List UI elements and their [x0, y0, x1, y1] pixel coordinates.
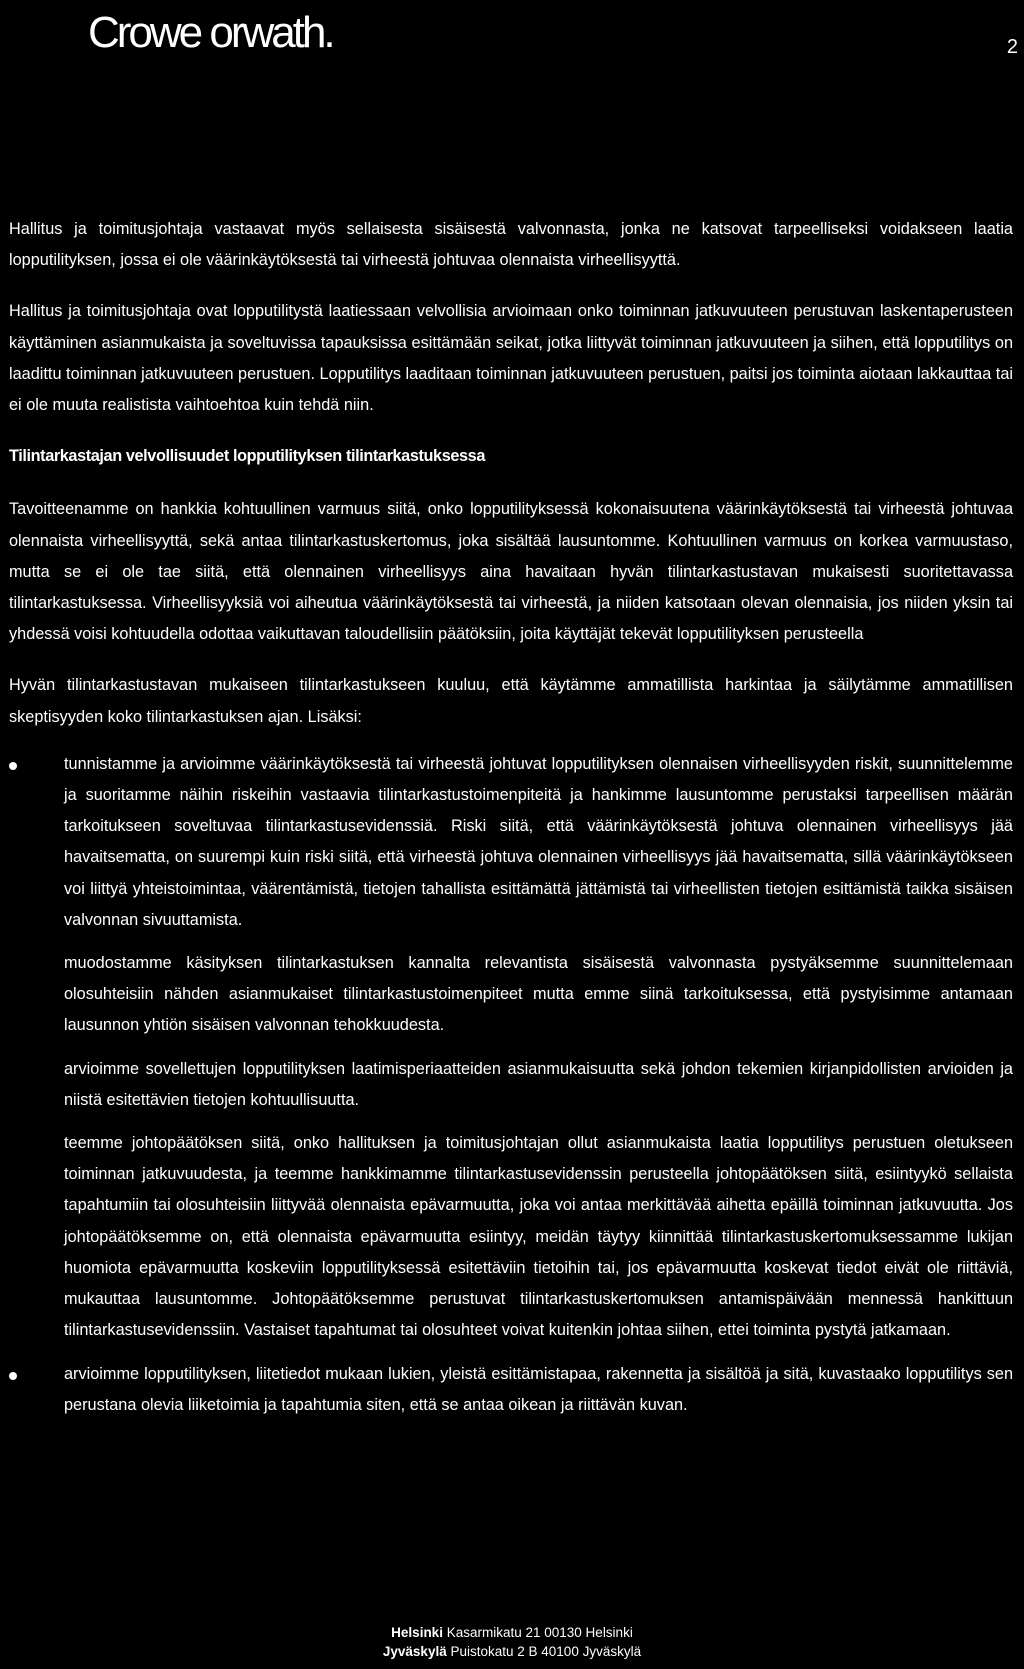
- document-body: [9, 214, 1013, 1421]
- list-item-text: teemme johtopäätöksen siitä, onko hallituksen ja toimitusjohtajan ollut asianmukaista laatia lopputilitys perustuen oletukseen toiminnan jatkuvuudesta, ja teemme hankkimamme tilintarkastusevidenssin perusteella johtopäätöksen siitä, esiintyykö sellaista tapahtumiin tai olosuhteisiin liittyvää olennaista epävarmuutta, joka voi antaa merkittävää aihetta epäillä toiminnan jatkuvuutta. Jos johtopäätöksemme on, että olennaista epävarmuutta esiintyy, meidän täytyy kiinnittää tilintarkastuskertomuksessamme lukijan huomiota epävarmuutta koskeviin lopputilityksessä esitettäviin tietoihin tai, jos epävarmuutta koskevat tiedot eivät ole riittäviä, mukauttaa lausuntomme. Johtopäätöksemme perustuvat tilintarkastuskertomuksen antamispäivään mennessä hankittuun tilintarkastusevidenssiin. Vastaiset tapahtumat tai olosuhteet voivat kuitenkin johtaa siihen, ettei toiminta pystytä jatkamaan.: [64, 1134, 1013, 1340]
- page-footer: [0, 1623, 1024, 1661]
- bullet-icon: [9, 1372, 17, 1380]
- paragraph-professional-judgement: Hyvän tilintarkastustavan mukaiseen tilintarkastukseen kuuluu, että käytämme ammatillista harkintaa ja säilytämme ammatillisen skeptisyyden koko tilintarkastuksen ajan. Lisäksi:: [9, 676, 1013, 726]
- audit-procedures-list: [9, 749, 1013, 1421]
- list-item-text: muodostamme käsityksen tilintarkastuksen kannalta relevantista sisäisestä valvonnasta pystyäksemme suunnittelemaan olosuhteisiin nähden asianmukaiset tilintarkastustoimenpiteet mutta emme siinä tarkoituksessa, että pystyisimme antamaan lausunnon yhtiön sisäisen valvonnan tehokkuudesta.: [64, 954, 1013, 1035]
- footer-city: Helsinki: [391, 1625, 443, 1640]
- list-item: [9, 749, 1013, 936]
- section-heading: Tilintarkastajan velvollisuudet lopputilityksen tilintarkastuksessa: [9, 447, 485, 466]
- footer-address: Kasarmikatu 21 00130 Helsinki: [446, 1625, 633, 1640]
- list-item-text: tunnistamme ja arvioimme väärinkäytöksestä tai virheestä johtuvat lopputilityksen olennaisen virheellisyyden riskit, suunnittelemme ja suoritamme näihin riskeihin vastaavia tilintarkastustoimenpiteitä ja hankimme lausuntomme perustaksi tarpeellisen määrän tarkoitukseen soveltuvaa tilintarkastusevidenssiä. Riski siitä, että väärinkäytöksestä johtuva olennainen virheellisyys jää havaitsematta, on suurempi kuin riski siitä, että virheestä johtuva olennainen virheellisyys jää havaitsematta, sillä väärinkäytökseen voi liittyä yhteistoimintaa, väärentämistä, tietojen tahallista esittämättä jättämistä tai virheellisten tietojen esittämistä taikka sisäisen valvonnan sivuuttamista.: [64, 754, 1013, 929]
- paragraph-objectives: Tavoitteenamme on hankkia kohtuullinen varmuus siitä, onko lopputilityksessä kokonaisuutena väärinkäytöksestä tai virheestä johtuvaa olennaista virheellisyyttä, sekä antaa tilintarkastuskertomus, joka sisältää lausuntomme. Kohtuullinen varmuus on korkea varmuustaso, mutta se ei ole tae siitä, että olennainen virheellisyys aina havaitaan hyvän tilintarkastustavan mukaisesti suoritettavassa tilintarkastuksessa. Virheellisyyksiä voi aiheutua väärinkäytöksestä tai virheestä, ja niiden katsotaan olevan olennaisia, jos niiden yksin tai yhdessä voisi kohtuudella odottaa vaikuttavan taloudellisiin päätöksiin, joita käyttäjät tekevät lopputilityksen perusteella: [9, 500, 1013, 644]
- footer-address-jyvaskyla: [0, 1642, 1024, 1661]
- list-item: [9, 1359, 1013, 1421]
- footer-address: Puistokatu 2 B 40100 Jyväskylä: [450, 1644, 642, 1659]
- footer-city: Jyväskylä: [382, 1644, 447, 1659]
- list-item: [9, 1054, 1013, 1116]
- company-logo: Crowe orwath.: [88, 8, 333, 57]
- list-item-text: arvioimme sovellettujen lopputilityksen laatimisperiaatteiden asianmukaisuutta sekä johdon tekemien kirjanpidollisten arvioiden ja niistä esitettävien tietojen kohtuullisuutta.: [64, 1059, 1013, 1109]
- paragraph-internal-control: Hallitus ja toimitusjohtaja vastaavat myös sellaisesta sisäisestä valvonnasta, jonka ne katsovat tarpeelliseksi voidakseen laatia lopputilityksen, jossa ei ole väärinkäytöksestä tai virheestä johtuvaa olennaista virheellisyyttä.: [9, 220, 1013, 270]
- list-item: [9, 1128, 1013, 1346]
- list-item: [9, 948, 1013, 1042]
- page-number: 2: [1006, 36, 1018, 58]
- bullet-icon: [9, 762, 17, 770]
- footer-address-helsinki: [0, 1623, 1024, 1642]
- list-item-text: arvioimme lopputilityksen, liitetiedot mukaan lukien, yleistä esittämistapaa, rakennetta ja sisältöä ja sitä, kuvastaako lopputilitys sen perustana olevia liiketoimia ja tapahtumia siten, että se antaa oikean ja riittävän kuvan.: [64, 1364, 1013, 1414]
- paragraph-going-concern: Hallitus ja toimitusjohtaja ovat lopputilitystä laatiessaan velvollisia arvioimaan onko toiminnan jatkuvuuteen perustuvan laskentaperusteen käyttäminen asianmukaista ja soveltuvissa tapauksissa esittämään seikat, jotka liittyvät toiminnan jatkuvuuteen ja siihen, että lopputilitys on laadittu toiminnan jatkuvuuteen perustuen. Lopputilitys laaditaan toiminnan jatkuvuuteen perustuen, paitsi jos toiminta aiotaan lakkauttaa tai ei ole muuta realistista vaihtoehtoa kuin tehdä niin.: [9, 302, 1013, 415]
